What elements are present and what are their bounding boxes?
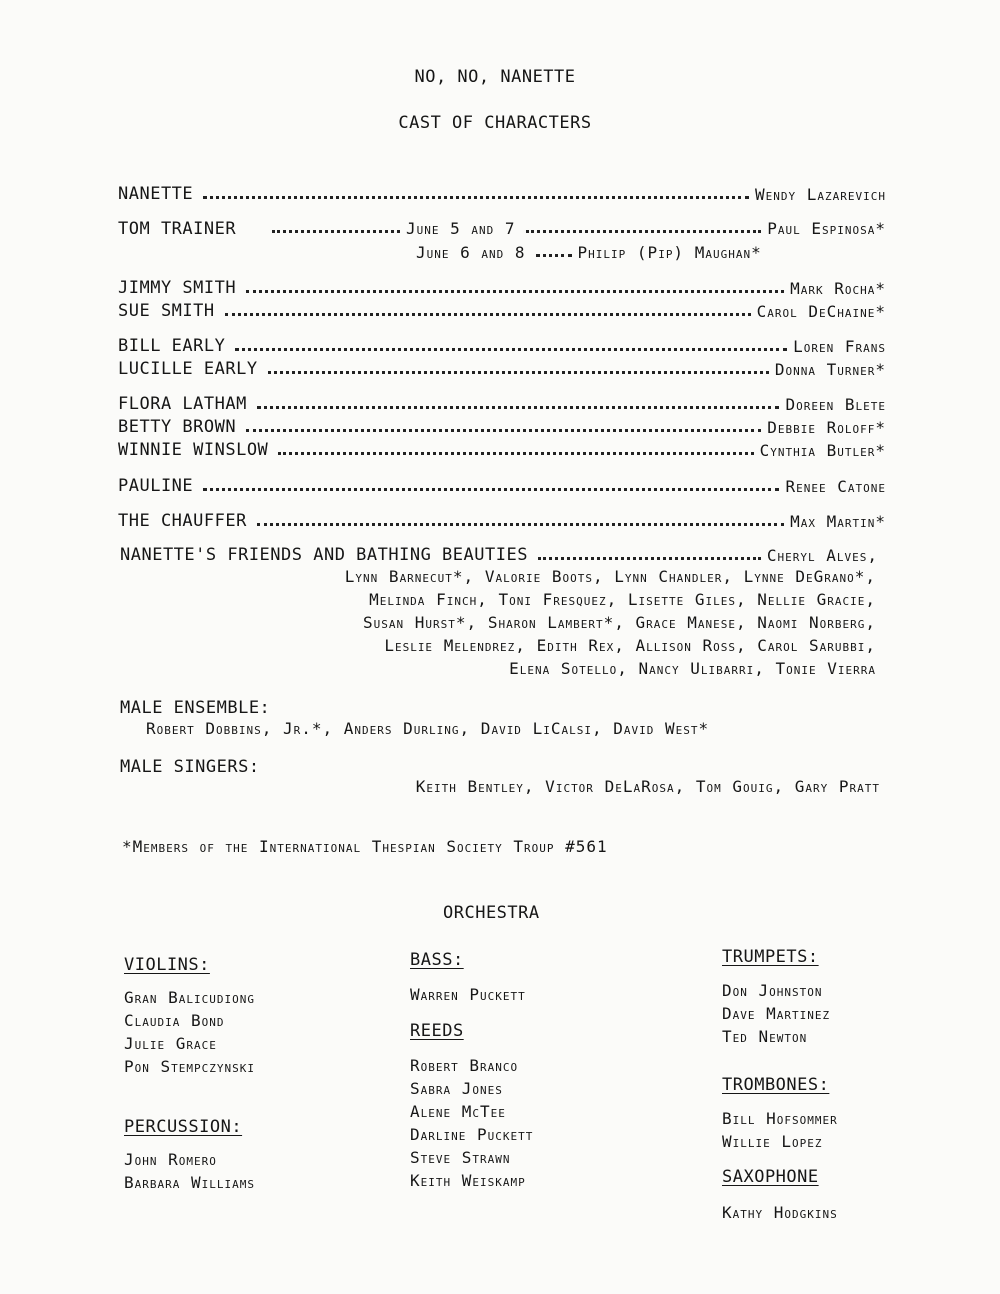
cast-row: [118, 334, 886, 356]
role-name: NANETTE'S FRIENDS AND BATHING BEAUTIES: [120, 545, 528, 565]
actor-name: Donna Turner*: [774, 360, 886, 379]
musician-name: Barbara Williams: [124, 1173, 255, 1192]
bass-section: [410, 949, 526, 1006]
dot-leader: [536, 254, 572, 257]
role-name: JIMMY SMITH: [118, 278, 237, 298]
musician-name: Claudia Bond: [124, 1011, 225, 1030]
role-name: WINNIE WINSLOW: [118, 440, 269, 460]
dot-leader: [272, 230, 400, 233]
musician-name: John Romero: [124, 1150, 217, 1169]
cast-row: [118, 438, 886, 460]
cast-row: [118, 357, 886, 379]
role-name: PAULINE: [118, 476, 194, 496]
cast-row: [416, 240, 886, 262]
actor-name: Cynthia Butler*: [759, 441, 886, 460]
musician-name: Warren Puckett: [410, 985, 526, 1004]
actor-name: Renee Catone: [785, 477, 886, 496]
section-heading: TROMBONES:: [722, 1075, 830, 1095]
actor-name: Cheryl Alves,: [766, 546, 878, 565]
dot-leader: [268, 371, 769, 374]
orchestra-title: ORCHESTRA: [443, 903, 540, 923]
musician-name: Sabra Jones: [410, 1079, 503, 1098]
musician-name: Bill Hofsommer: [722, 1109, 838, 1128]
actor-name: Wendy Lazarevich: [755, 185, 886, 204]
dot-leader: [203, 196, 749, 199]
musician-name: Alene McTee: [410, 1102, 506, 1121]
reeds-section: [410, 1020, 533, 1192]
saxophone-section: [722, 1166, 838, 1224]
actor-name: Carol DeChaine*: [756, 302, 886, 321]
dot-leader: [203, 488, 779, 491]
dot-leader: [246, 290, 784, 293]
actor-name: Mark Rocha*: [790, 279, 886, 298]
ensemble-names-line: Lynn Barnecut*, Valorie Boots, Lynn Chandler, Lynne DeGrano*,: [344, 567, 876, 586]
dot-leader: [278, 452, 753, 455]
musician-name: Robert Branco: [410, 1056, 519, 1075]
actor-name: Paul Espinosa*: [767, 219, 886, 238]
musician-name: Dave Martinez: [722, 1004, 831, 1023]
ensemble-names-line: Melinda Finch, Toni Fresquez, Lisette Giles, Nellie Gracie,: [369, 590, 876, 609]
actor-name: Loren Frans: [793, 337, 886, 356]
percussion-section: [124, 1116, 255, 1194]
role-name: FLORA LATHAM: [118, 394, 247, 414]
dot-leader: [526, 230, 762, 233]
section-heading: PERCUSSION:: [124, 1117, 243, 1137]
footnote: *Members of the International Thespian Society Troup #561: [122, 837, 608, 856]
dot-leader: [246, 429, 761, 432]
dot-leader: [257, 406, 780, 409]
ensemble-names-line: Elena Sotello, Nancy Ulibarri, Tonie Vierra: [509, 659, 876, 678]
musician-name: Pon Stempczynski: [124, 1057, 255, 1076]
cast-row: [118, 276, 886, 298]
section-label: MALE SINGERS:: [120, 757, 260, 777]
role-name: NANETTE: [118, 184, 194, 204]
musician-name: Steve Strawn: [410, 1148, 511, 1167]
section-heading: VIOLINS:: [124, 955, 210, 975]
cast-row: [118, 509, 886, 531]
ensemble-names-line: Susan Hurst*, Sharon Lambert*, Grace Manese, Naomi Norberg,: [363, 613, 876, 632]
actor-name: Doreen Blete: [785, 395, 886, 414]
musician-name: Ted Newton: [722, 1027, 808, 1046]
performance-dates: June 5 and 7: [406, 219, 516, 238]
role-name: BETTY BROWN: [118, 417, 237, 437]
role-name: SUE SMITH: [118, 301, 215, 321]
dot-leader: [538, 557, 761, 560]
ensemble-names-line: Keith Bentley, Victor DeLaRosa, Tom Gouig, Gary Pratt: [415, 777, 880, 796]
document-subtitle: CAST OF CHARACTERS: [398, 113, 592, 133]
actor-name: Philip (Pip) Maughan*: [577, 243, 762, 262]
role-name: THE CHAUFFER: [118, 511, 247, 531]
section-heading: SAXOPHONE: [722, 1167, 819, 1187]
musician-name: Willie Lopez: [722, 1132, 823, 1151]
cast-row: [118, 392, 886, 414]
musician-name: Gran Balicudiong: [124, 988, 255, 1007]
trumpets-section: [722, 946, 830, 1048]
section-heading: REEDS: [410, 1021, 464, 1041]
musician-name: Darline Puckett: [410, 1125, 534, 1144]
document-title: NO, NO, NANETTE: [414, 67, 576, 87]
dot-leader: [225, 313, 751, 316]
dot-leader: [235, 348, 787, 351]
actor-name: Debbie Roloff*: [767, 418, 886, 437]
trombones-section: [722, 1074, 838, 1153]
section-label: MALE ENSEMBLE:: [120, 698, 271, 718]
cast-row: [120, 543, 878, 565]
section-heading: TRUMPETS:: [722, 947, 819, 967]
role-name: LUCILLE EARLY: [118, 359, 258, 379]
musician-name: Keith Weiskamp: [410, 1171, 526, 1190]
actor-name: Max Martin*: [790, 512, 886, 531]
performance-dates: June 6 and 8: [416, 243, 526, 262]
musician-name: Don Johnston: [722, 981, 823, 1000]
cast-row: [272, 216, 886, 238]
ensemble-names-line: Leslie Melendrez, Edith Rex, Allison Ross, Carol Sarubbi,: [384, 636, 876, 655]
musician-name: Kathy Hodgkins: [722, 1203, 838, 1222]
role-name: BILL EARLY: [118, 336, 226, 356]
violins-section: [124, 954, 255, 1078]
musician-name: Julie Grace: [124, 1034, 217, 1053]
ensemble-names-line: Robert Dobbins, Jr.*, Anders Durling, David LiCalsi, David West*: [146, 719, 710, 738]
cast-row: [118, 474, 886, 496]
cast-row: [118, 182, 886, 204]
cast-row: [118, 299, 886, 321]
cast-row: [118, 415, 886, 437]
role-name: TOM TRAINER: [118, 219, 237, 239]
section-heading: BASS:: [410, 950, 464, 970]
dot-leader: [257, 523, 784, 526]
